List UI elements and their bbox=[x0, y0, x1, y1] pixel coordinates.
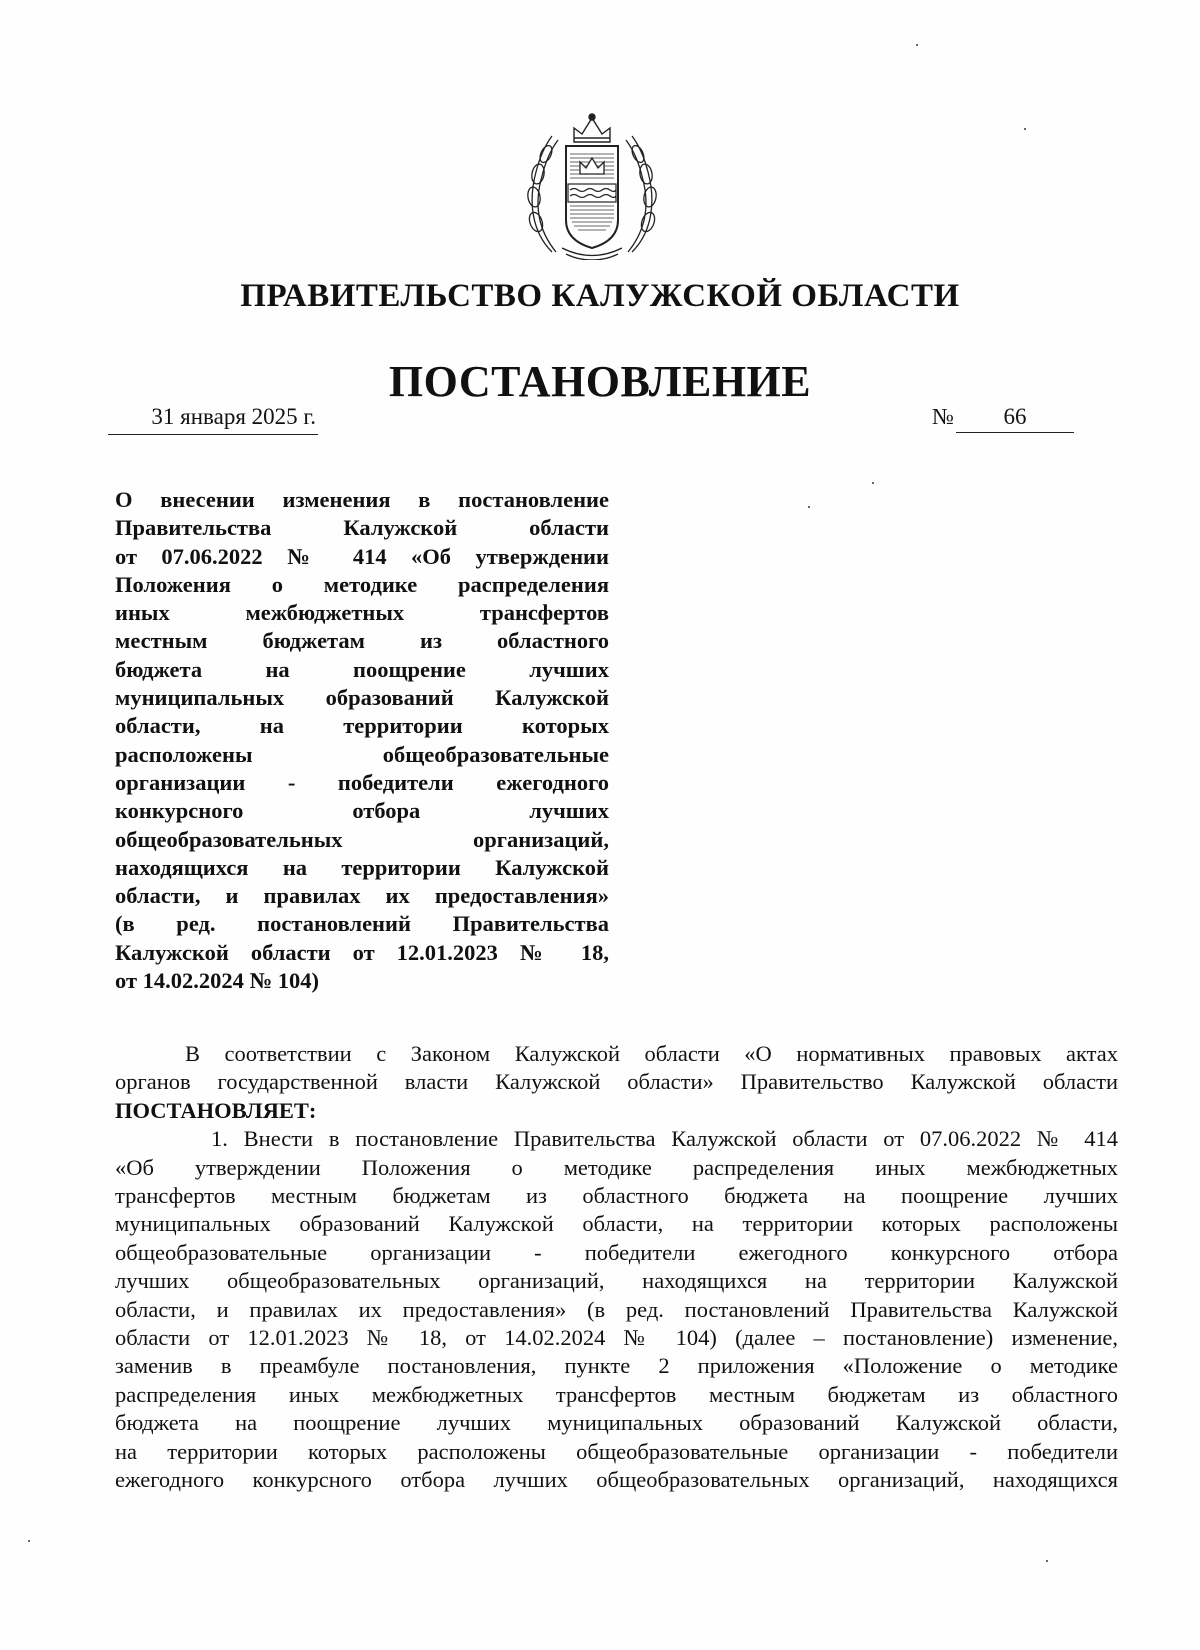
item-1-line: «Об утверждении Положения о методике распределения иных межбюджетных bbox=[115, 1154, 1118, 1180]
subject-line: области, и правилах их предоставления» bbox=[115, 883, 609, 909]
item-1-line: муниципальных образований Калужской области, на территории которых расположены bbox=[115, 1211, 1118, 1237]
subject-line: Правительства Калужской области bbox=[115, 515, 609, 541]
coat-of-arms-icon bbox=[522, 112, 662, 260]
subject-line: находящихся на территории Калужской bbox=[115, 854, 609, 880]
scan-speck bbox=[1024, 128, 1026, 130]
document-date: 31 января 2025 г. bbox=[108, 404, 318, 435]
preamble-line: В соответствии с Законом Калужской области «О нормативных правовых актах bbox=[185, 1041, 1118, 1066]
subject-line: от 14.02.2024 № 104) bbox=[115, 968, 319, 994]
subject-line: Положения о методике распределения bbox=[115, 571, 609, 597]
subject-line: расположены общеобразовательные bbox=[115, 741, 609, 767]
subject-line: организации - победители ежегодного bbox=[115, 769, 609, 795]
item-1-line: заменив в преамбуле постановления, пункте 2 приложения «Положение о методике bbox=[115, 1353, 1118, 1379]
number-sign: № bbox=[932, 404, 954, 429]
item-1-line: области от 12.01.2023 № 18, от 14.02.2024 № 104) (далее – постановление) изменение, bbox=[115, 1325, 1118, 1351]
subject-line: бюджета на поощрение лучших bbox=[115, 656, 609, 682]
item-1-line: лучших общеобразовательных организаций, находящихся на территории Калужской bbox=[115, 1268, 1118, 1294]
organization-title: ПРАВИТЕЛЬСТВО КАЛУЖСКОЙ ОБЛАСТИ bbox=[240, 278, 960, 314]
subject-line: Калужской области от 12.01.2023 № 18, bbox=[115, 939, 609, 965]
scan-speck bbox=[1046, 1560, 1048, 1562]
subject-line: общеобразовательных организаций, bbox=[115, 826, 609, 852]
document-type-title: ПОСТАНОВЛЕНИЕ bbox=[388, 357, 812, 406]
scan-speck bbox=[916, 44, 918, 46]
subject-line: области, на территории которых bbox=[115, 713, 609, 739]
document-number-block bbox=[932, 404, 1074, 433]
subject-line: (в ред. постановлений Правительства bbox=[115, 911, 609, 937]
document-number: 66 bbox=[956, 404, 1074, 433]
preamble-line: органов государственной власти Калужской области» Правительство Калужской области bbox=[115, 1069, 1118, 1095]
item-1-line: распределения иных межбюджетных трансфертов местным бюджетам из областного bbox=[115, 1381, 1118, 1407]
scan-speck bbox=[872, 482, 874, 484]
item-1-line: 1. Внести в постановление Правительства Калужской области от 07.06.2022 № 414 bbox=[211, 1126, 1118, 1152]
item-1-line: общеобразовательные организации - победители ежегодного конкурсного отбора bbox=[115, 1239, 1118, 1265]
document-subject bbox=[115, 486, 609, 995]
item-1 bbox=[115, 1125, 1118, 1494]
subject-line: конкурсного отбора лучших bbox=[115, 798, 609, 824]
resolves-heading: ПОСТАНОВЛЯЕТ: bbox=[115, 1097, 317, 1123]
item-1-line: области, и правилах их предоставления» (в ред. постановлений Правительства Калужской bbox=[115, 1296, 1118, 1322]
subject-line: местным бюджетам из областного bbox=[115, 628, 609, 654]
subject-line: иных межбюджетных трансфертов bbox=[115, 600, 609, 626]
subject-line: муниципальных образований Калужской bbox=[115, 685, 609, 711]
scan-speck bbox=[28, 1540, 30, 1542]
item-1-line: бюджета на поощрение лучших муниципальных образований Калужской области, bbox=[115, 1410, 1118, 1436]
item-1-line: на территории которых расположены общеобразовательные организации - победители bbox=[115, 1438, 1118, 1464]
item-1-line: трансфертов местным бюджетам из областного бюджета на поощрение лучших bbox=[115, 1183, 1118, 1209]
scan-speck bbox=[808, 506, 810, 508]
subject-line: от 07.06.2022 № 414 «Об утверждении bbox=[115, 543, 609, 569]
item-1-line: ежегодного конкурсного отбора лучших общеобразовательных организаций, находящихся bbox=[115, 1467, 1118, 1493]
document-body bbox=[115, 1040, 1118, 1495]
subject-line: О внесении изменения в постановление bbox=[115, 487, 609, 512]
